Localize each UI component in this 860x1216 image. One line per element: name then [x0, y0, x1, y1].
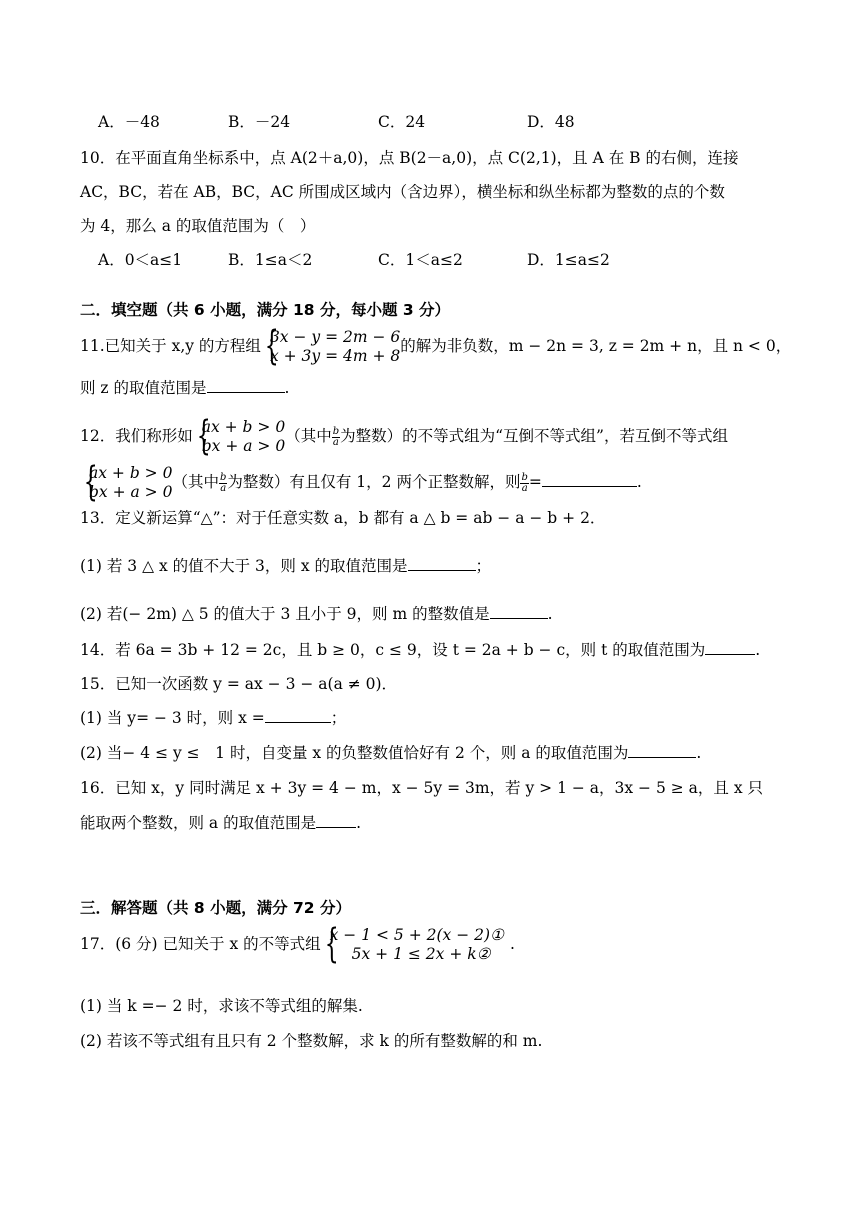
- q12-fraction-3: [520, 473, 528, 494]
- q12-equals: =: [528, 473, 542, 491]
- q9-option-c: C．24: [378, 113, 426, 131]
- q15-part-2-blank[interactable]: [628, 743, 696, 758]
- q15-part-2-end: .: [696, 744, 702, 762]
- q11-suffix: 的解为非负数，m − 2n = 3, z = 2m + n，且 n < 0，: [400, 337, 792, 355]
- q11-equation-system: [261, 328, 400, 366]
- q12-inequality-system-1: [193, 418, 285, 456]
- q15-part-2: [80, 743, 701, 763]
- q15-line-1: 15．已知一次函数 y = ax − 3 − a(a ≠ 0)．: [80, 675, 398, 693]
- q12-ineq-2b: bx + a > 0: [89, 483, 173, 501]
- q9-option-b: B．－24: [228, 113, 291, 131]
- q13-part-1-text: (1) 若 3 △ x 的值不大于 3，则 x 的取值范围是: [80, 557, 408, 575]
- q9-option-a: A．－48: [98, 113, 160, 131]
- q10-line-1: 10．在平面直角坐标系中，点 A(2＋a,0)，点 B(2－a,0)，点 C(2,1)，且 A 在 B 的右侧，连接: [80, 149, 739, 167]
- q12-prefix: 12．我们称形如: [80, 427, 193, 445]
- q16-line-1: 16．已知 x，y 同时满足 x + 3y = 4 − m，x − 5y = 3m，若 y > 1 − a，3x − 5 ≥ a，且 x 只: [80, 779, 764, 797]
- q12-ineq-1b: { ax + b > 0: [89, 464, 173, 482]
- q17-ineq-1: { x − 1 < 5 + 2(x − 2)①: [329, 926, 504, 944]
- fraction-denominator: a: [332, 436, 339, 448]
- q12-ineq-1: { ax + b > 0: [201, 418, 286, 436]
- q17-inequality-system: [321, 926, 504, 964]
- q12-fraction-1: [332, 427, 340, 448]
- q16-line-2: [80, 813, 361, 833]
- q15-part-1-blank[interactable]: [265, 708, 331, 723]
- q14-answer-blank[interactable]: [705, 640, 755, 655]
- q17-part-2: (2) 若该不等式组有且只有 2 个整数解，求 k 的所有整数解的和 m.: [80, 1032, 543, 1050]
- q10-option-a: A．0＜a≤1: [98, 251, 183, 269]
- q11-answer-blank[interactable]: [207, 378, 285, 393]
- q14-line: [80, 640, 760, 660]
- q15-part-1-end: ；: [330, 709, 347, 727]
- q12-answer-blank[interactable]: [542, 472, 637, 487]
- q12-mid-2: 为整数）的不等式组为“互倒不等式组”，若互倒不等式组: [340, 427, 728, 445]
- q12-line-2-mid: （其中: [172, 473, 219, 491]
- q17-ineq-2: 5x + 1 ≤ 2x + k②: [351, 945, 491, 963]
- q10-line-3: 为 4，那么 a 的取值范围为（ ）: [80, 217, 316, 235]
- fraction-denominator: a: [521, 482, 528, 494]
- q13-part-2-text: (2) 若(− 2m) △ 5 的值大于 3 且小于 9，则 m 的整数值是: [80, 605, 490, 623]
- q15-part-1-text: (1) 当 y= − 3 时，则 x =: [80, 709, 265, 727]
- q12-inequality-system-2: [80, 464, 172, 502]
- fraction-numerator: b: [332, 425, 340, 437]
- q11-line-2-end: .: [284, 379, 290, 397]
- q13-part-2: [80, 604, 553, 624]
- q12-mid-1: （其中: [285, 427, 332, 445]
- fraction-numerator: b: [219, 471, 227, 483]
- q14-end: .: [755, 641, 761, 659]
- q17-line-1: [80, 926, 515, 964]
- q12-end: .: [636, 473, 642, 491]
- section-3-title: 三．解答题（共 8 小题，满分 72 分）: [80, 899, 351, 917]
- q13-part-1: [80, 556, 491, 576]
- q13-part-2-blank[interactable]: [490, 604, 548, 619]
- q10-option-d: D．1≤a≤2: [527, 251, 610, 269]
- q16-answer-blank[interactable]: [316, 813, 356, 828]
- q12-line-2: [80, 464, 642, 502]
- fraction-denominator: a: [220, 482, 227, 494]
- section-2-title: 二．填空题（共 6 小题，满分 18 分，每小题 3 分）: [80, 301, 451, 319]
- q11-eq-2: x + 3y = 4m + 8: [269, 347, 401, 365]
- q16-line-2-text: 能取两个整数，则 a 的取值范围是: [80, 814, 317, 832]
- q15-part-2-text: (2) 当− 4 ≤ y ≤ 1 时，自变量 x 的负整数值恰好有 2 个，则 a 的取值范围为: [80, 744, 629, 762]
- q13-line-1: 13．定义新运算“△”：对于任意实数 a，b 都有 a △ b = ab − a − b + 2．: [80, 509, 606, 527]
- q11-line-2: [80, 378, 289, 398]
- q9-option-d: D．48: [527, 113, 575, 131]
- q12-line-1: [80, 418, 728, 456]
- q12-line-2-text: 为整数）有且仅有 1，2 两个正整数解，则: [227, 473, 521, 491]
- q15-part-1: [80, 708, 346, 728]
- q14-text: 14．若 6a = 3b + 12 = 2c，且 b ≥ 0，c ≤ 9，设 t = 2a + b − c，则 t 的取值范围为: [80, 641, 706, 659]
- q16-end: .: [356, 814, 362, 832]
- q17-part-1: (1) 当 k =− 2 时，求该不等式组的解集.: [80, 997, 363, 1015]
- q11-line-2-text: 则 z 的取值范围是: [80, 379, 207, 397]
- q11-line-1: [80, 328, 791, 366]
- q13-part-1-blank[interactable]: [408, 556, 476, 571]
- q11-eq-1: { 3x − y = 2m − 6: [269, 328, 401, 346]
- q10-line-2: AC，BC，若在 AB，BC，AC 所围成区域内（含边界），横坐标和纵坐标都为整数的点的个数: [80, 183, 725, 201]
- q12-ineq-2: bx + a > 0: [201, 437, 286, 455]
- q17-prefix: 17．(6 分) 已知关于 x 的不等式组: [80, 935, 321, 953]
- q13-part-1-end: ；: [475, 557, 492, 575]
- q10-option-b: B．1≤a＜2: [228, 251, 313, 269]
- q10-option-c: C．1＜a≤2: [378, 251, 463, 269]
- fraction-numerator: b: [521, 471, 528, 483]
- q17-suffix: .: [509, 935, 515, 953]
- q13-part-2-end: .: [547, 605, 553, 623]
- q11-prefix: 11.已知关于 x,y 的方程组: [80, 337, 261, 355]
